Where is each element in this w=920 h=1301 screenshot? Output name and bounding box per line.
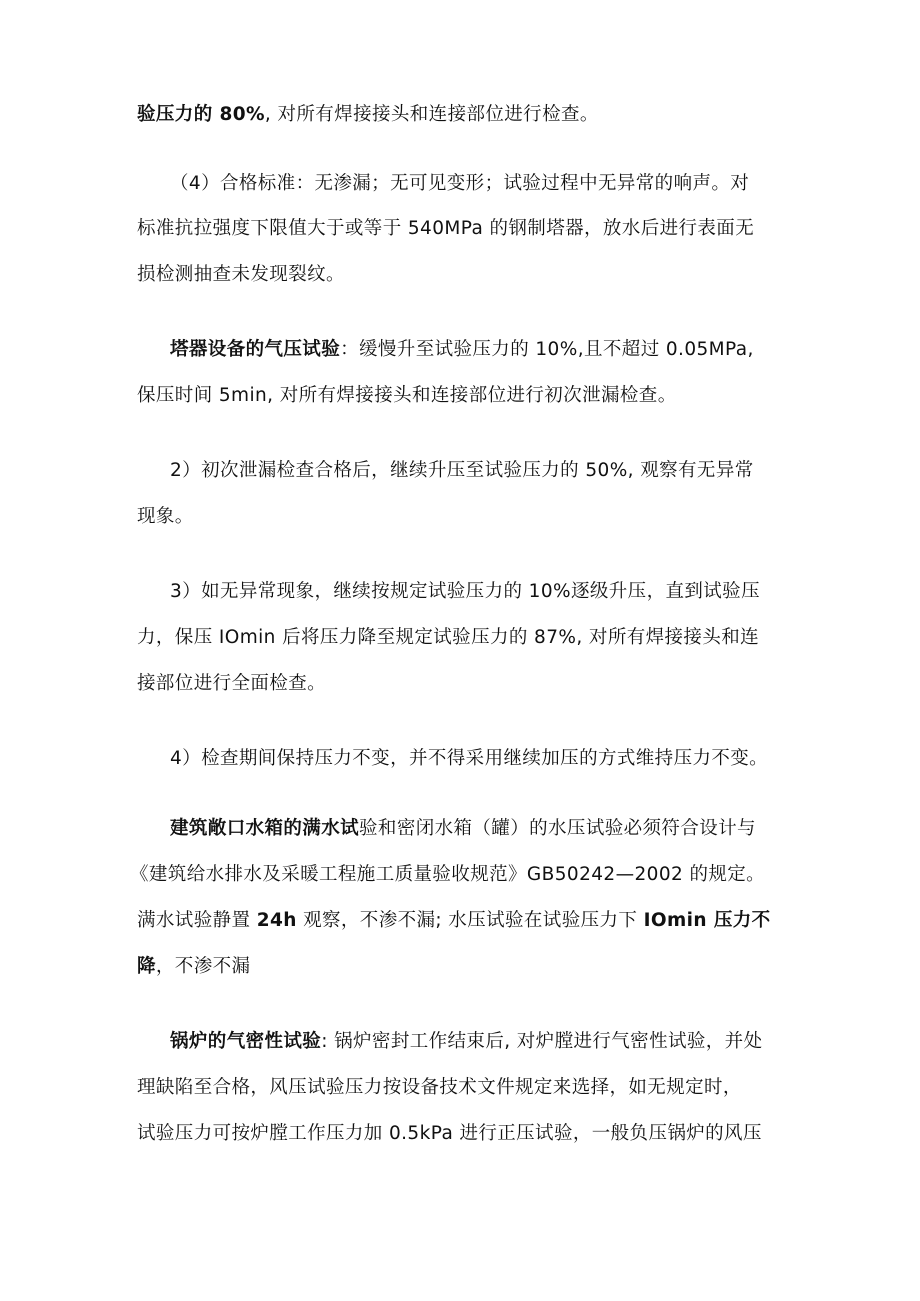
text-line: 《建筑给水排水及采暖工程施工质量验收规范》GB50242—2002 的规定。 bbox=[130, 864, 766, 885]
text-line: 降，不渗不漏 bbox=[137, 956, 251, 977]
text-line: 满水试验静置 24h 观察，不渗不漏; 水压试验在试验压力下 IOmin 压力不 bbox=[137, 910, 771, 931]
text-line: （4）合格标准：无渗漏；无可见变形；试验过程中无异常的响声。对 bbox=[170, 173, 750, 194]
text-line: 损检测抽查未发现裂纹。 bbox=[137, 264, 345, 285]
text-line: 3）如无异常现象，继续按规定试验压力的 10%逐级升压，直到试验压 bbox=[170, 581, 760, 602]
text-line: 保压时间 5min, 对所有焊接接头和连接部位进行初次泄漏检查。 bbox=[137, 385, 677, 406]
text-line: 标准抗拉强度下限值大于或等于 540MPa 的钢制塔器，放水后进行表面无 bbox=[137, 218, 755, 239]
text-line: 现象。 bbox=[137, 506, 194, 527]
text-line: 验压力的 80%, 对所有焊接接头和连接部位进行检查。 bbox=[137, 104, 599, 125]
text-line: 力，保压 IOmin 后将压力降至规定试验压力的 87%, 对所有焊接接头和连 bbox=[137, 627, 760, 648]
text-line: 锅炉的气密性试验: 锅炉密封工作结束后, 对炉膛进行气密性试验，并处 bbox=[170, 1031, 763, 1052]
text-line: 2）初次泄漏检查合格后，继续升压至试验压力的 50%, 观察有无异常 bbox=[170, 460, 754, 481]
text-line: 接部位进行全面检查。 bbox=[137, 673, 327, 694]
text-line: 塔器设备的气压试验：缓慢升至试验压力的 10%,且不超过 0.05MPa, bbox=[170, 339, 754, 360]
text-line: 4）检查期间保持压力不变，并不得采用继续加压的方式维持压力不变。 bbox=[170, 748, 769, 769]
text-line: 建筑敞口水箱的满水试验和密闭水箱（罐）的水压试验必须符合设计与 bbox=[170, 818, 756, 839]
text-line: 理缺陷至合格，风压试验压力按设备技术文件规定来选择，如无规定时， bbox=[137, 1077, 742, 1098]
text-line: 试验压力可按炉膛工作压力加 0.5kPa 进行正压试验，一般负压锅炉的风压 bbox=[137, 1123, 762, 1144]
